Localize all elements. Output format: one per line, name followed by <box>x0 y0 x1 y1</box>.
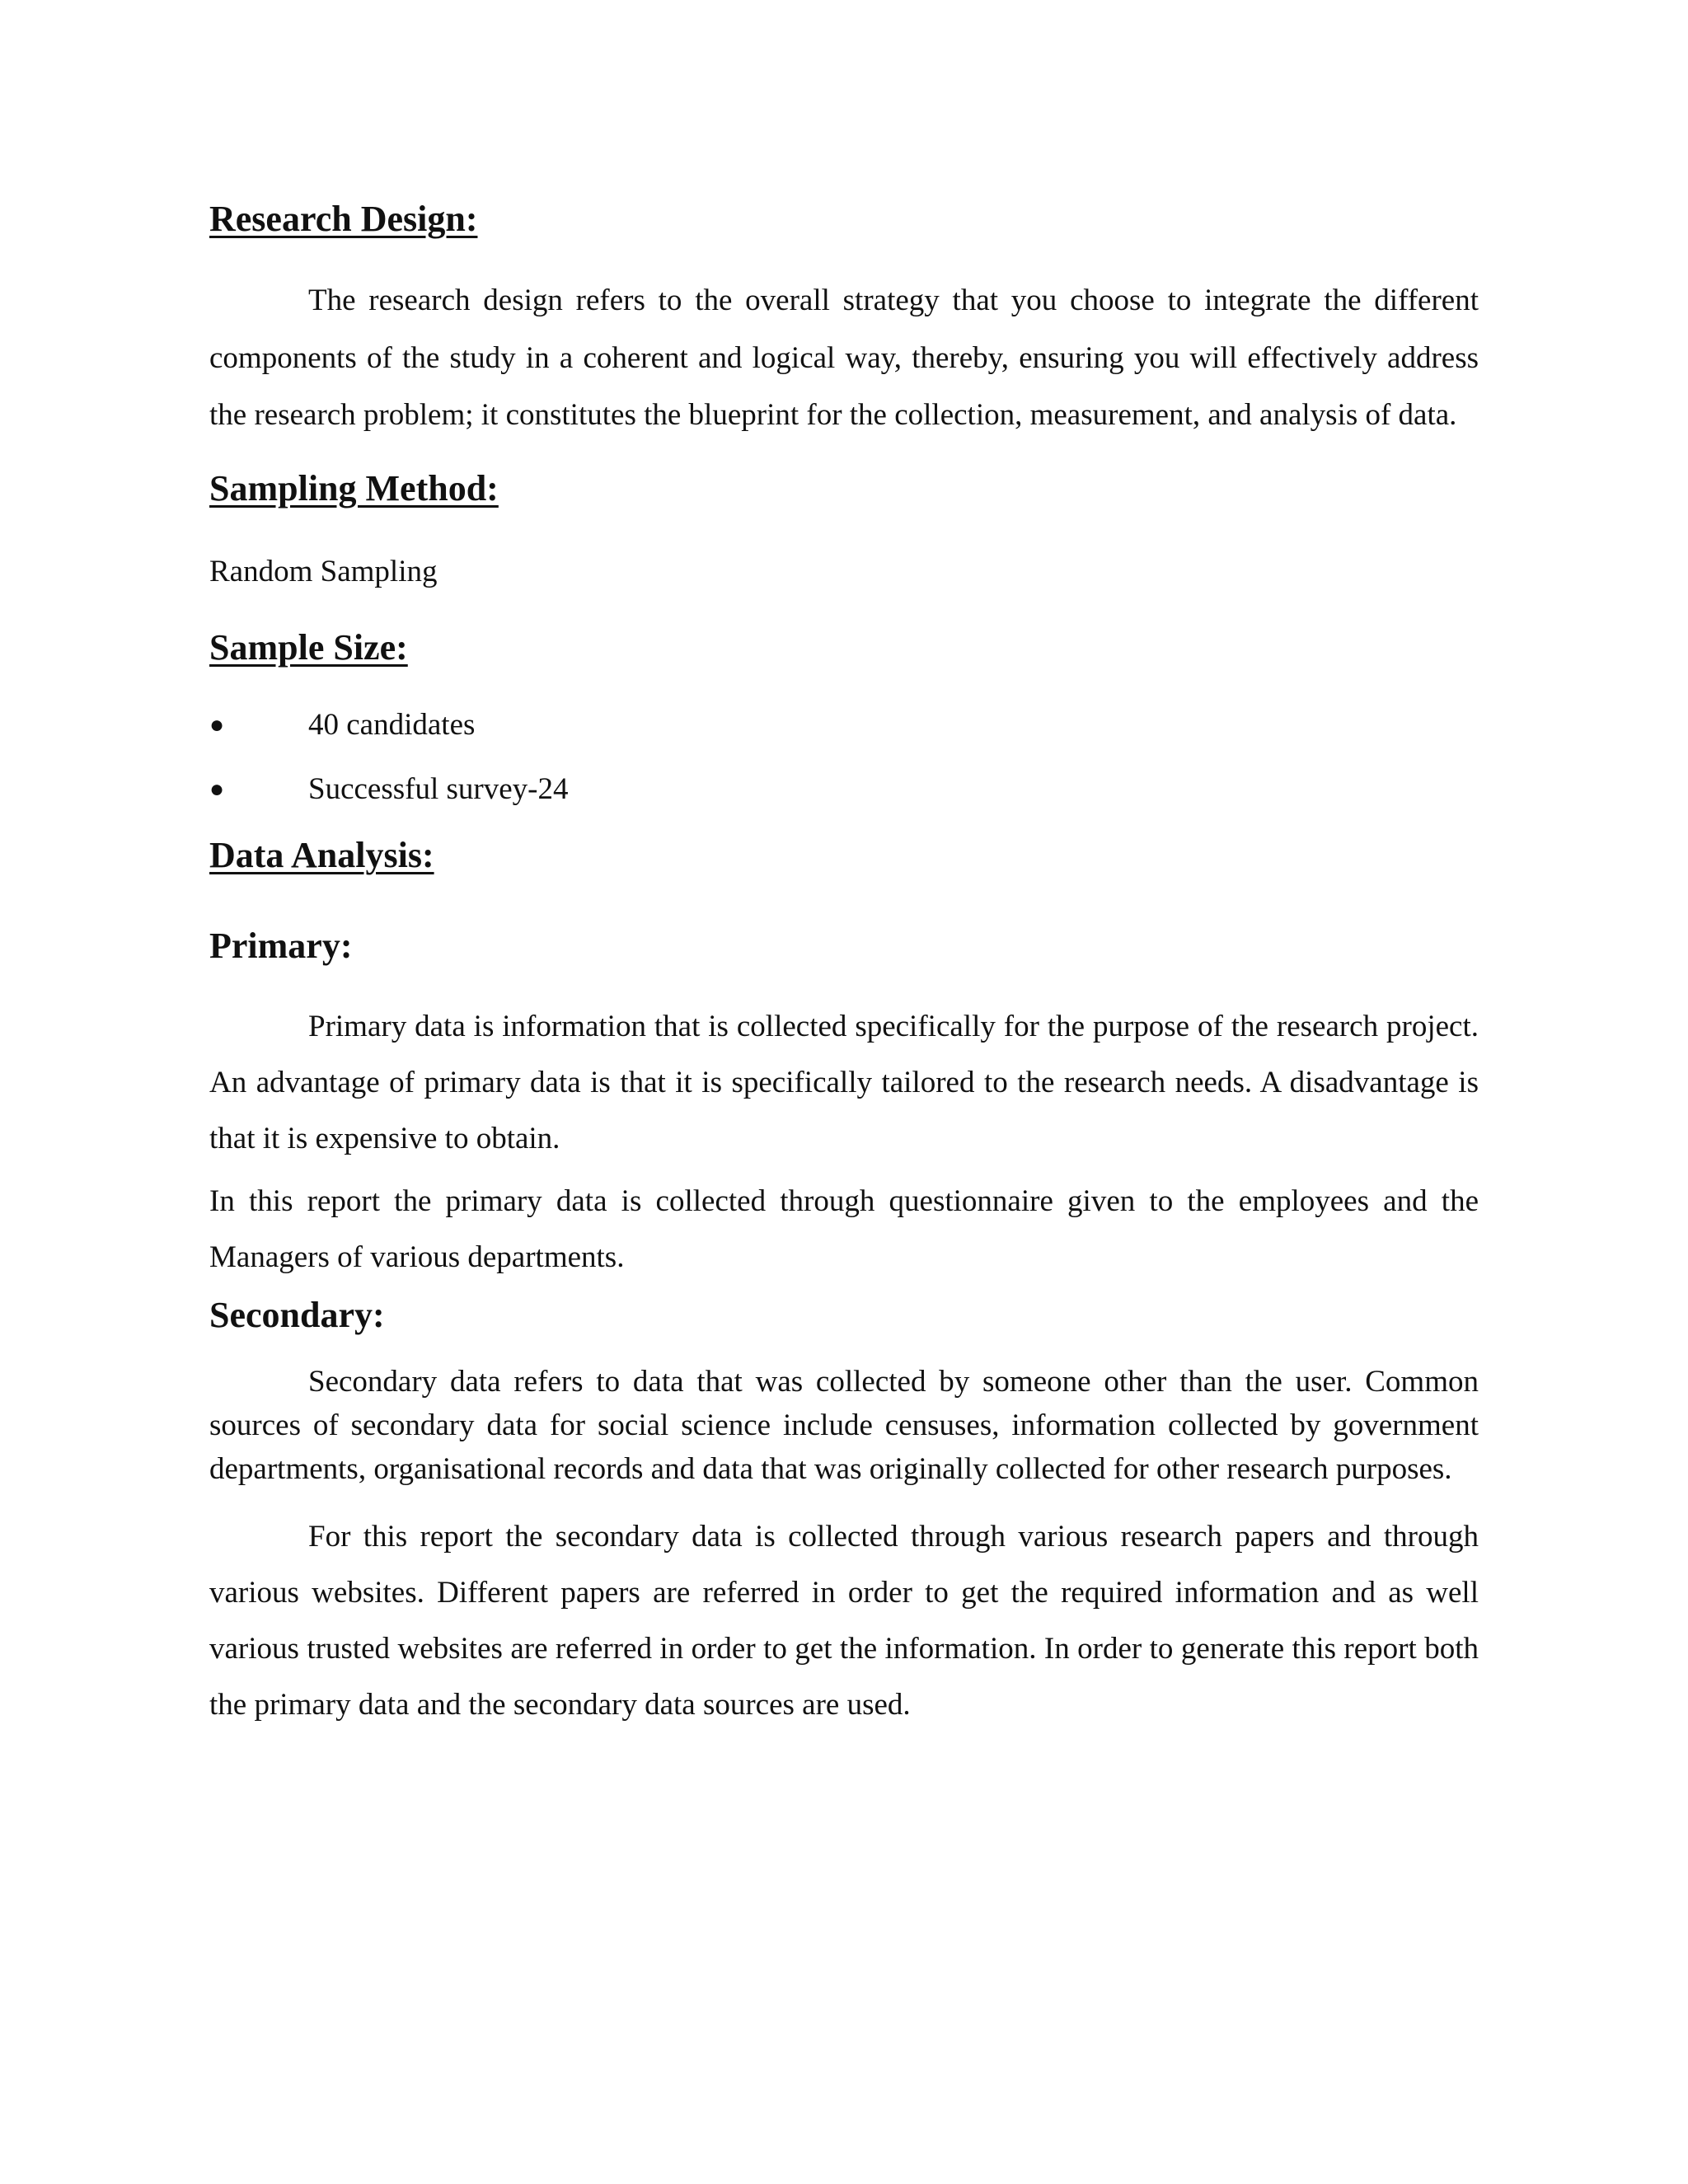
list-item <box>209 768 1479 811</box>
sampling-method-text: Random Sampling <box>209 554 438 588</box>
primary-paragraph-1: Primary data is information that is collected specifically for the purpose of the research project. An advantage of primary data is that it is specifically tailored to the research needs. A disadvantage is that it is expensive to obtain. <box>209 1010 1479 1155</box>
secondary-paragraph-2: For this report the secondary data is collected through various research papers and through various websites. Different papers are referred in order to get the required information and as well various trusted websites are referred in order to get the information. In order to generate this report both the primary data and the secondary data sources are used. <box>209 1520 1479 1722</box>
bullet-icon: ● <box>209 711 225 738</box>
secondary-paragraph-1: Secondary data refers to data that was collected by someone other than the user. Common sources of secondary data for social science include censuses, information collected by government departments, organisational records and data that was originally collected for other research purposes. <box>209 1365 1479 1486</box>
page-content <box>209 196 1479 1733</box>
sample-size-list <box>209 704 1479 811</box>
bullet-icon: ● <box>209 776 225 803</box>
research-design-paragraph: The research design refers to the overall strategy that you choose to integrate the different components of the study in a coherent and logical way, thereby, ensuring you will effectively address the research problem; it constitutes the blueprint for the collection, measurement, and analysis of data. <box>209 284 1479 432</box>
primary-paragraph-2: In this report the primary data is collected through questionnaire given to the employees and the Managers of various departments. <box>209 1184 1479 1274</box>
sample-size-heading: Sample Size: <box>209 627 408 668</box>
data-analysis-heading: Data Analysis: <box>209 835 434 875</box>
sampling-method-heading: Sampling Method: <box>209 467 499 509</box>
list-item-text: Successful survey-24 <box>308 772 569 806</box>
secondary-heading: Secondary: <box>209 1295 385 1335</box>
primary-heading: Primary: <box>209 926 353 966</box>
list-item-text: 40 candidates <box>308 708 476 742</box>
list-item <box>209 704 1479 747</box>
research-design-heading: Research Design: <box>209 199 478 239</box>
